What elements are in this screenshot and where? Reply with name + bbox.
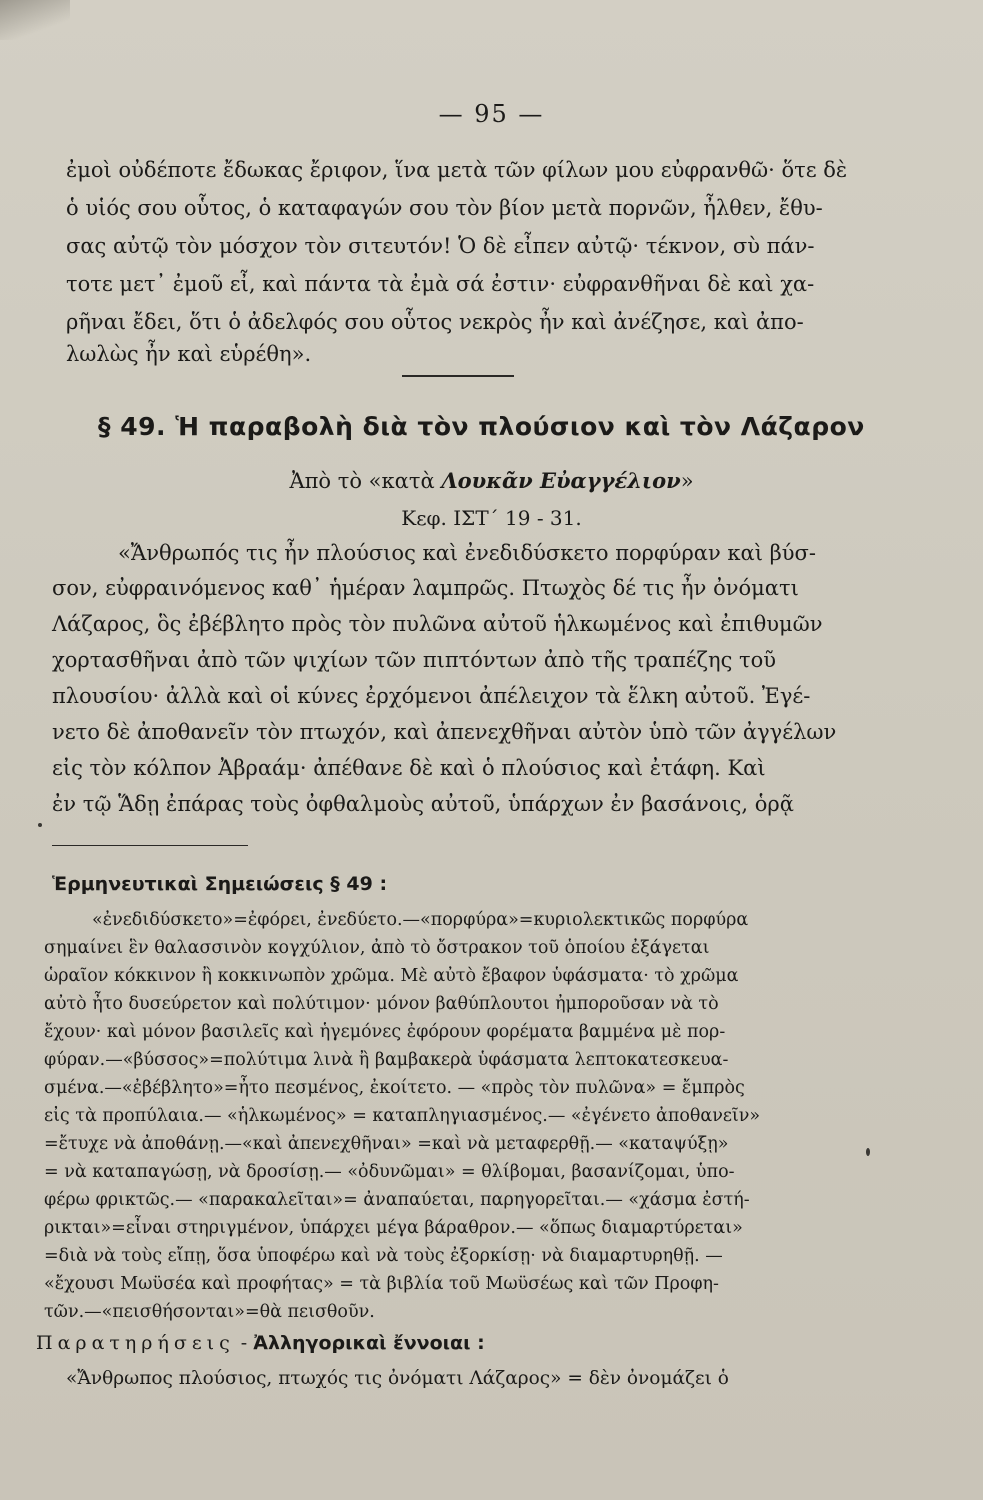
note-line: φέρω φρικτῶς.— «παρακαλεῖται»= ἀναπαύεται, παρηγορεῖται.— «χάσμα ἐστή- (44, 1190, 750, 1210)
observations-separator: - (234, 1332, 254, 1354)
text-line: σας αὐτῷ τὸν μόσχον τὸν σιτευτόν! Ὁ δὲ εἶπεν αὐτῷ· τέκνον, σὺ πάν- (66, 234, 815, 258)
page-edge-stain (0, 0, 70, 40)
text-line: ἐν τῷ Ἅδῃ ἐπάρας τοὺς ὀφθαλμοὺς αὐτοῦ, ὑπάρχων ἐν βασάνοις, ὁρᾷ (52, 792, 794, 816)
note-line: =ἔτυχε νὰ ἀποθάνῃ.—«καὶ ἀπενεχθῆναι» =καὶ νὰ μεταφερθῇ.— «καταψύξῃ» (44, 1134, 729, 1154)
text-line: «Ἄνθρωπός τις ἦν πλούσιος καὶ ἐνεδιδύσκετο πορφύραν καὶ βύσ- (118, 541, 816, 565)
source-suffix: » (680, 469, 694, 493)
note-line: ὡραῖον κόκκινον ἢ κοκκινωπὸν χρῶμα. Μὲ αὐτὸ ἔβαφον ὑφάσματα· τὸ χρῶμα (44, 966, 739, 986)
note-line: «ἔχουσι Μωϋσέα καὶ προφήτας» = τὰ βιβλία τοῦ Μωϋσέως καὶ τῶν Προφη- (44, 1274, 719, 1294)
text-line: χορτασθῆναι ἀπὸ τῶν ψιχίων τῶν πιπτόντων ἀπὸ τῆς τραπέζης τοῦ (52, 648, 777, 672)
text-line: σον, εὐφραινόμενος καθ᾿ ἡμέραν λαμπρῶς. Πτωχὸς δέ τις ἦν ὀνόματι (52, 576, 799, 600)
section-heading: § 49. Ἡ παραβολὴ διὰ τὸν πλούσιον καὶ τὸν Λάζαρον (98, 412, 865, 441)
chapter-reference: Κεφ. ΙΣΤ΄ 19 - 31. (401, 506, 582, 530)
text-line: εἰς τὸν κόλπον Ἀβραάμ· ἀπέθανε δὲ καὶ ὁ πλούσιος καὶ ἐτάφη. Καὶ (52, 756, 766, 780)
observations-first-line: «Ἄνθρωπος πλούσιος, πτωχός τις ὀνόματι Λάζαρος» = δὲν ὀνομάζει ὁ (66, 1368, 729, 1389)
text-line: ἐμοὶ οὐδέποτε ἔδωκας ἔριφον, ἵνα μετὰ τῶν φίλων μου εὐφρανθῶ· ὅτε δὲ (66, 158, 848, 182)
observations-subtitle: Ἀλληγορικαὶ ἔννοιαι : (253, 1332, 485, 1354)
note-line: τῶν.—«πεισθήσονται»=θὰ πεισθοῦν. (44, 1302, 375, 1322)
section-divider (402, 375, 514, 377)
note-line: σημαίνει ἓν θαλασσινὸν κογχύλιον, ἀπὸ τὸ ὄστρακον τοῦ ὁποίου ἐξάγεται (44, 938, 710, 958)
text-line: ὁ υἱός σου οὗτος, ὁ καταφαγών σου τὸν βίον μετὰ πορνῶν, ἦλθεν, ἔθυ- (66, 196, 823, 220)
text-line: τοτε μετ᾿ ἐμοῦ εἶ, καὶ πάντα τὰ ἐμὰ σά ἐστιν· εὐφρανθῆναι δὲ καὶ χα- (66, 272, 815, 296)
text-line: ρῆναι ἔδει, ὅτι ὁ ἀδελφός σου οὗτος νεκρὸς ἦν καὶ ἀνέζησε, καὶ ἀπο- (66, 310, 804, 334)
observations-label: Παρατηρήσεις (36, 1332, 235, 1354)
note-line: αὐτὸ ἦτο δυσεύρετον καὶ πολύτιμον· μόνον βαθύπλουτοι ἠμποροῦσαν νὰ τὸ (44, 994, 719, 1014)
note-line: σμένα.—«ἐβέβλητο»=ἦτο πεσμένος, ἐκοίτετο. — «πρὸς τὸν πυλῶνα» = ἔμπρὸς (44, 1078, 745, 1098)
note-line: =διὰ νὰ τοὺς εἴπῃ, ὅσα ὑποφέρω καὶ νὰ τοὺς ἐξορκίσῃ· νὰ διαμαρτυρηθῇ. — (44, 1246, 723, 1266)
note-line: εἰς τὰ προπύλαια.— «ἡλκωμένος» = καταπληγιασμένος.— «ἐγένετο ἀποθανεῖν» (44, 1106, 761, 1126)
note-line: φύραν.—«βύσσος»=πολύτιμα λινὰ ἢ βαμβακερὰ ὑφάσματα λεπτοκατεσκευα- (44, 1050, 729, 1070)
text-line: λωλὼς ἦν καὶ εὑρέθη». (66, 342, 312, 366)
page-number: — 95 — (438, 100, 545, 128)
note-line: = νὰ καταπαγώσῃ, νὰ δροσίσῃ.— «ὀδυνῶμαι» = θλίβομαι, βασανίζομαι, ὑπο- (44, 1162, 735, 1182)
note-line: «ἐνεδιδύσκετο»=ἐφόρει, ἐνεδύετο.—«πορφύρα»=κυριολεκτικῶς πορφύρα (92, 910, 749, 930)
source-gospel-name: Λουκᾶν Εὐαγγέλιον (441, 468, 681, 493)
notes-title: Ἑρμηνευτικαὶ Σημειώσεις § 49 : (52, 873, 388, 895)
print-speck (866, 1148, 870, 1156)
text-line: πλουσίου· ἀλλὰ καὶ οἱ κύνες ἐρχόμενοι ἀπέλειχον τὰ ἕλκη αὐτοῦ. Ἐγέ- (52, 684, 811, 708)
text-line: Λάζαρος, ὃς ἐβέβλητο πρὸς τὸν πυλῶνα αὐτοῦ ἡλκωμένος καὶ ἐπιθυμῶν (52, 612, 823, 636)
text-line: νετο δὲ ἀποθανεῖν τὸν πτωχόν, καὶ ἀπενεχθῆναι αὐτὸν ὑπὸ τῶν ἀγγέλων (52, 720, 837, 744)
observations-title (36, 1332, 485, 1354)
print-speck (38, 823, 42, 827)
section-source (0, 468, 983, 493)
footnote-divider (52, 845, 248, 846)
source-prefix: Ἀπὸ τὸ «κατὰ (289, 469, 435, 493)
note-line: ἔχουν· καὶ μόνον βασιλεῖς καὶ ἡγεμόνες ἐφόρουν φορέματα βαμμένα μὲ πορ- (44, 1022, 726, 1042)
note-line: ρικται»=εἶναι στηριγμένον, ὑπάρχει μέγα βάραθρον.— «ὅπως διαμαρτύρεται» (44, 1218, 743, 1238)
